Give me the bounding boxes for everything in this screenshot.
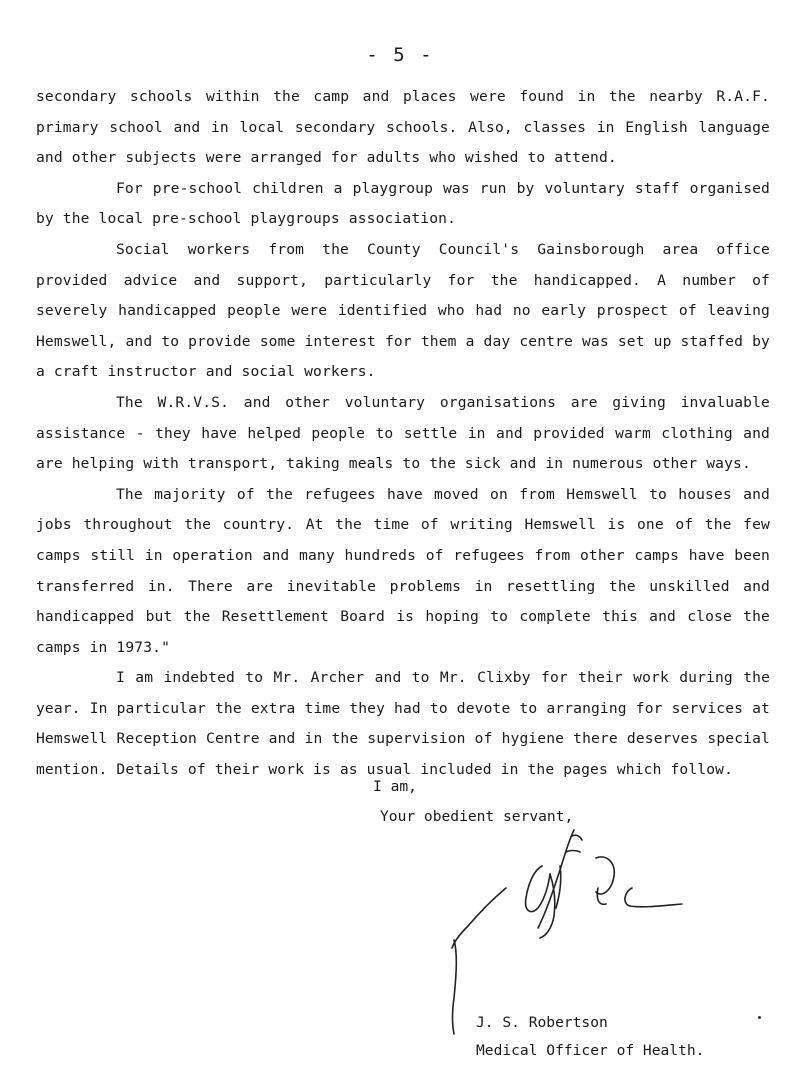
signatory-name: J. S. Robertson <box>476 1014 608 1031</box>
page-number: - 5 - <box>366 44 434 66</box>
paragraph-6: I am indebted to Mr. Archer and to Mr. Clixby for their work during the year. In particular the extra time they had to devote to arranging for services at Hemswell Reception Centre and in the supervision of hygiene there deserves special mention. Details of their work is as usual included in the pages which follow. <box>36 669 770 779</box>
ink-dot <box>758 1016 761 1019</box>
handwritten-signature <box>446 828 686 1043</box>
paragraph-3: Social workers from the County Council's Gainsborough area office provided advice and support, particularly for the handicapped. A number of severely handicapped people were identified who had no early prospect of leaving Hemswell, and to provide some interest for them a day centre was set up staffed by a craft instructor and social workers. <box>36 240 770 381</box>
paragraph-4: The W.R.V.S. and other voluntary organisations are giving invaluable assistance - they have helped people to settle in and provided warm clothing and are helping with transport, taking meals to the sick and in numerous other ways. <box>36 393 770 473</box>
paragraph-2: For pre-school children a playgroup was run by voluntary staff organised by the local pre-school playgroups association. <box>36 179 770 228</box>
paragraph-1: secondary schools within the camp and places were found in the nearby R.A.F. primary school and in local secondary schools. Also, classes in English language and other subjects were arranged for adults who wished to attend. <box>36 88 770 167</box>
paragraph-5: The majority of the refugees have moved on from Hemswell to houses and jobs throughout the country. At the time of writing Hemswell is one of the few camps still in operation and many hundreds of refugees from other camps have been transferred in. There are inevitable problems in resettling the unskilled and handicapped but the Resettlement Board is hoping to complete this and close the camps in 1973." <box>36 485 770 656</box>
closing-i-am: I am, <box>373 778 417 795</box>
body-text <box>36 82 770 786</box>
signatory-title: Medical Officer of Health. <box>476 1042 705 1059</box>
closing-salutation: Your obedient servant, <box>380 808 574 825</box>
